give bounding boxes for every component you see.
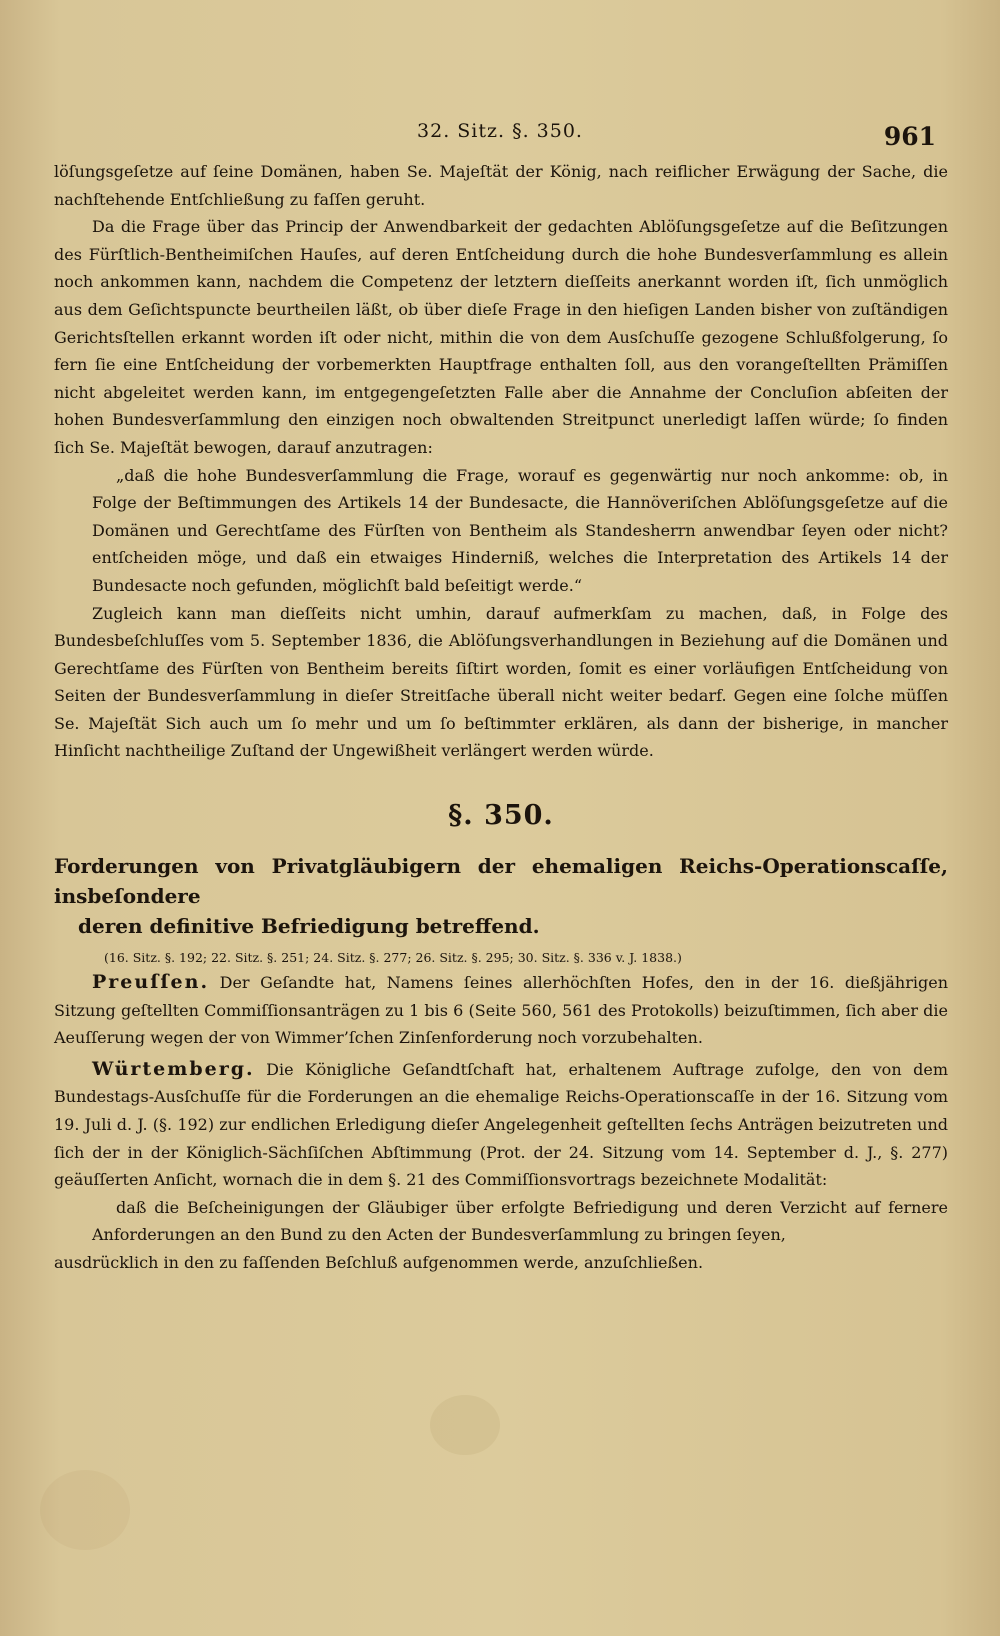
- section-references: (16. Sitz. §. 192; 22. Sitz. §. 251; 24. Sitz. §. 277; 26. Sitz. §. 295; 30. Sitz. §. 336 v. J. 1838.): [104, 950, 682, 966]
- vote-wuerttemberg-text: Die Königliche Geſandtſchaft hat, erhaltenem Auftrage zufolge, den von dem Bundestags-Ausſchuſſe für die Forderungen an die ehemalige Reichs-Operationscaſſe in der 16. Sitzung vom 19. Juli d. J. (§. 192) zur endlichen Erledigung dieſer Angelegenheit geſtellten ſechs Anträgen beizutreten und ſich der in der Königlich-Sächſiſchen Abſtimmung (Prot. der 24. Sitzung vom 14. September d. J., §. 277) geäuſſerten Anſicht, wornach die in dem §. 21 des Commiſſionsvortrags bezeichnete Modalität:: [54, 1059, 948, 1190]
- page-header: [60, 112, 940, 152]
- vote-preussen: [54, 969, 948, 1052]
- section-title-line-2: deren definitive Befriedigung betreffend.: [78, 914, 540, 939]
- paper-stain: [40, 1470, 130, 1550]
- paragraph-additional-note: Zugleich kann man dieſſeits nicht umhin, darauf aufmerkſam zu machen, daß, in Folge des Bundesbeſchluſſes vom 5. September 1836, die Ablöſungsverhandlungen in Beziehung auf die Domänen und Gerechtſame des Fürſten von Bentheim bereits ſiſtirt worden, ſomit es einer vorläufigen Entſcheidung von Seiten der Bundesverſammlung in dieſer Streitſache überall nicht weiter bedarf. Gegen eine ſolche müſſen Se. Majeſtät Sich auch um ſo mehr und um ſo beſtimmter erklären, als dann der bisherige, in mancher Hinſicht nachtheilige Zuſtand der Ungewißheit verlängert werden würde.: [54, 603, 948, 761]
- running-title: 32. Sitz. §. 350.: [417, 120, 583, 142]
- modality-quote: daß die Beſcheinigungen der Gläubiger über erfolgte Befriedigung und deren Verzicht auf fernere Anforderungen an den Bund zu den Acten der Bundesverſammlung zu bringen ſeyen,: [92, 1197, 948, 1245]
- country-preussen: Preuſſen.: [92, 971, 210, 994]
- section-title-line-1: Forderungen von Privatgläubigern der ehemaligen Reichs-Operationscaſſe, insbeſondere: [54, 854, 948, 909]
- vote-wuerttemberg: [54, 1056, 948, 1194]
- paper-stain: [430, 1395, 500, 1455]
- page-body: [54, 158, 948, 1277]
- section-title: [54, 851, 948, 941]
- paragraph-continuation: löſungsgeſetze auf ſeine Domänen, haben Se. Majeſtät der König, nach reiflicher Erwägung der Sache, die nachſtehende Entſchließung zu faſſen geruht.: [54, 162, 948, 209]
- vote-preussen-text: Der Geſandte hat, Namens ſeines allerhöchſten Hofes, den in der 16. dießjährigen Sitzung geſtellten Commiſſionsanträgen zu 1 bis 6 (Seite 560, 561 des Protokolls) beizuſtimmen, ſich aber die Aeuſſerung wegen der von Wimmer’ſchen Zinſenforderung noch vorzubehalten.: [54, 973, 948, 1048]
- paragraph-principle: Da die Frage über das Princip der Anwendbarkeit der gedachten Ablöſungsgeſetze auf die Beſitzungen des Fürſtlich-Bentheimiſchen Hauſes, auf deren Entſcheidung durch die hohe Bundesverſammlung es allein noch ankommen kann, nachdem die Competenz der letztern dieſſeits anerkannt worden iſt, ſich unmöglich aus dem Geſichtspuncte beurtheilen läßt, ob über dieſe Frage in den hieſigen Landen bisher von zuſtändigen Gerichtsſtellen erkannt worden iſt oder nicht, mithin die von dem Ausſchuſſe gezogene Schlußfolgerung, ſo fern ſie eine Entſcheidung der vorbemerkten Hauptfrage enthalten ſoll, aus den vorangeſtellten Prämiſſen nicht abgeleitet werden kann, im entgegengeſetzten Falle aber die Annahme der Concluſion abſeiten der hohen Bundesverſammlung den einzigen noch obwaltenden Streitpunct unerledigt laſſen würde; ſo finden ſich Se. Majeſtät bewogen, darauf anzutragen:: [54, 217, 948, 457]
- motion-quote: „daß die hohe Bundesverſammlung die Frage, worauf es gegenwärtig nur noch ankomme: ob, in Folge der Beſtimmungen des Artikels 14 der Bundesacte, die Hannöveriſchen Ablöſungsgeſetze auf die Domänen und Gerechtſame des Fürſten von Bentheim als Standesherrn anwendbar ſeyen oder nicht? entſcheiden möge, und daß ein etwaiges Hinderniß, welches die Interpretation des Artikels 14 der Bundesacte noch gefunden, möglichſt bald beſeitigt werde.“: [92, 465, 948, 595]
- final-line: ausdrücklich in den zu faſſenden Beſchluß aufgenommen werde, anzuſchließen.: [54, 1253, 704, 1272]
- section-number: §. 350.: [448, 800, 554, 832]
- country-wuerttemberg: Würtemberg.: [92, 1057, 255, 1080]
- page-number: 961: [883, 122, 936, 151]
